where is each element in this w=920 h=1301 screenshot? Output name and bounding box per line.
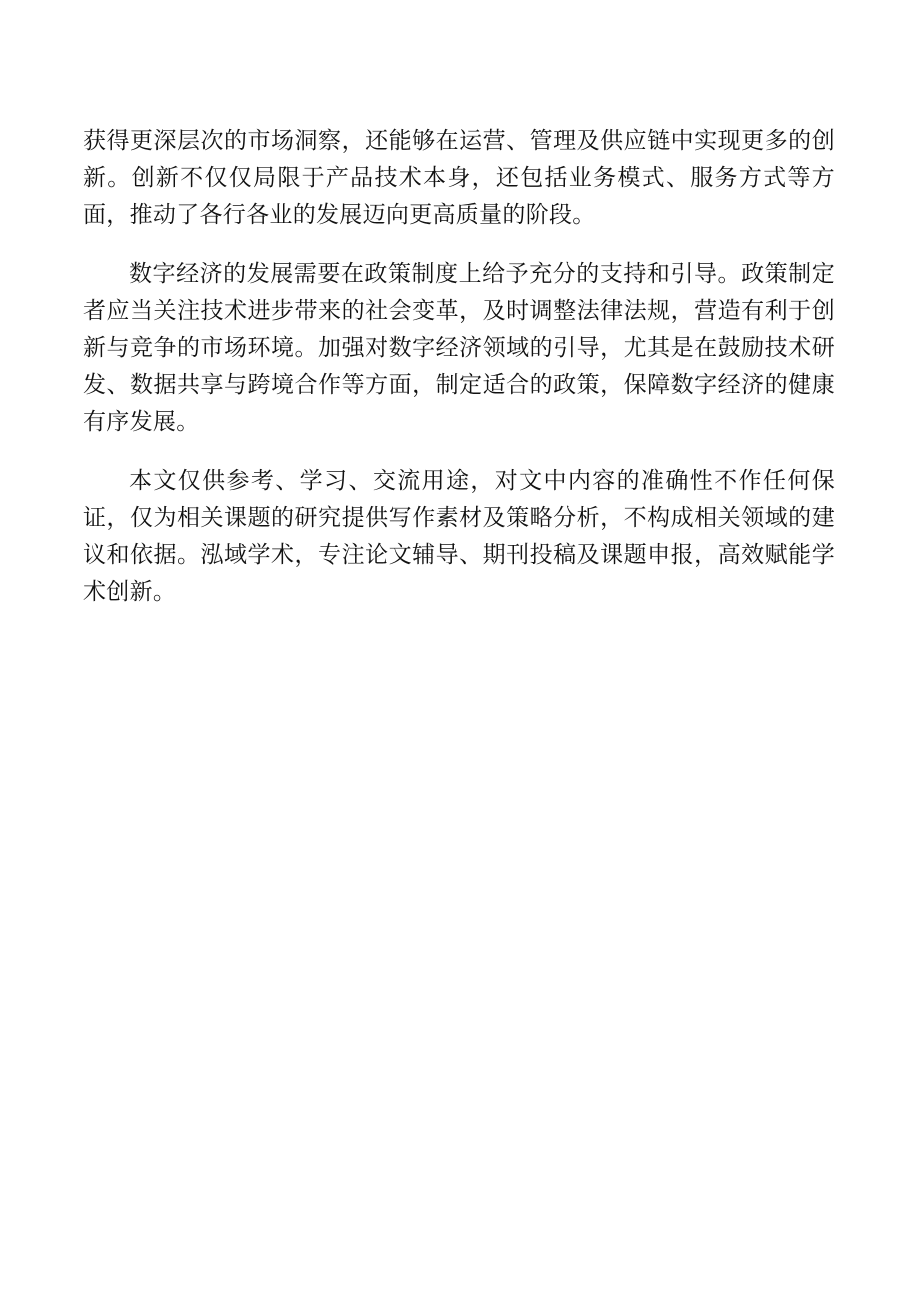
paragraph-continuation: 获得更深层次的市场洞察，还能够在运营、管理及供应链中实现更多的创新。创新不仅仅局限于产品技术本身，还包括业务模式、服务方式等方面，推动了各行各业的发展迈向更高质量的阶段。 — [83, 128, 835, 228]
document-body — [83, 123, 835, 611]
paragraph-policy: 数字经济的发展需要在政策制度上给予充分的支持和引导。政策制定者应当关注技术进步带来的社会变革，及时调整法律法规，营造有利于创新与竞争的市场环境。加强对数字经济领域的引导，尤其是在鼓励技术研发、数据共享与跨境合作等方面，制定适合的政策，保障数字经济的健康有序发展。 — [83, 261, 835, 435]
paragraph-disclaimer: 本文仅供参考、学习、交流用途，对文中内容的准确性不作任何保证，仅为相关课题的研究提供写作素材及策略分析，不构成相关领域的建议和依据。泓域学术，专注论文辅导、期刊投稿及课题申报，高效赋能学术创新。 — [83, 468, 835, 605]
